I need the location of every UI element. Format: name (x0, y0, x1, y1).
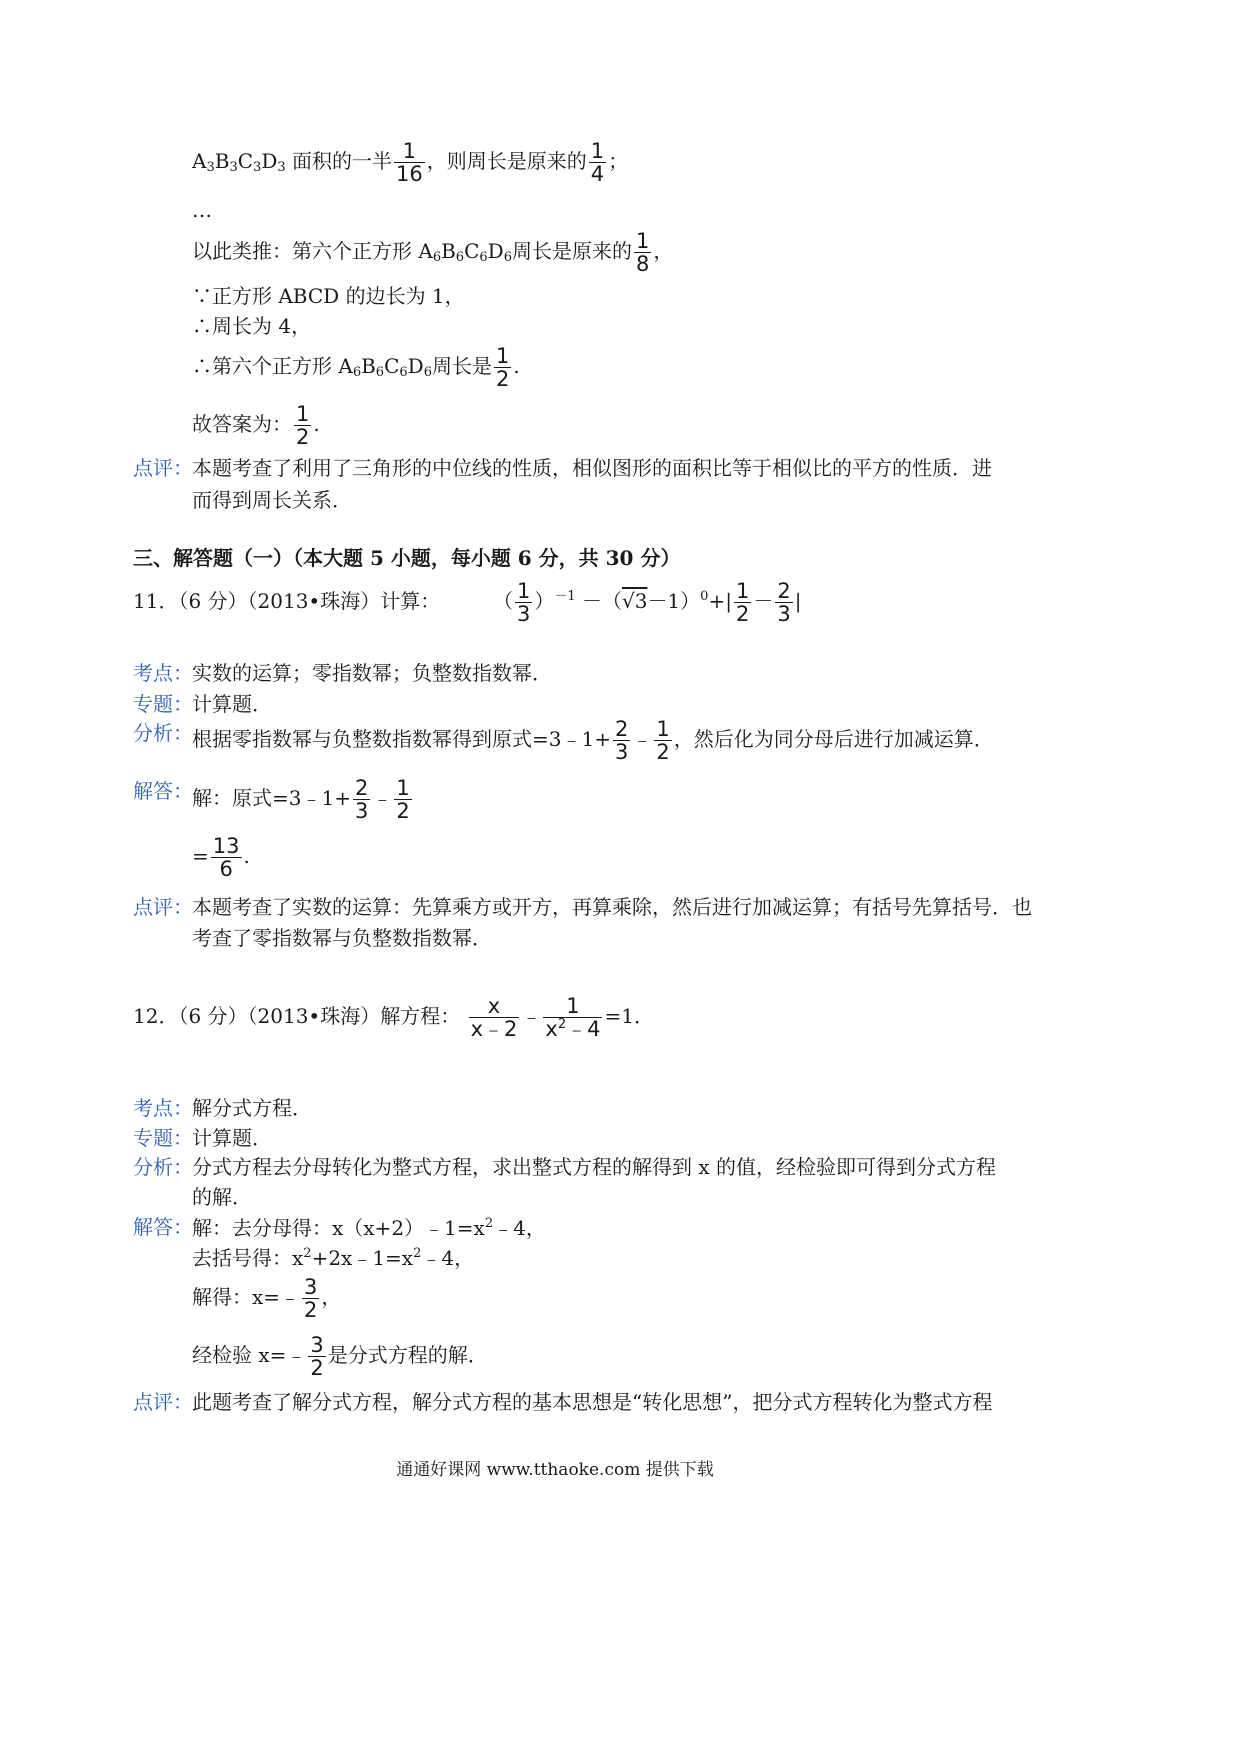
q12-dianping-label: 点评： (133, 1390, 193, 1414)
q12-jieda-3: 解得：x=﹣ $\frac{3}{2}$ ， (192, 1275, 342, 1323)
fraction: $\frac{1}{4}$ (590, 139, 605, 187)
q11-kaodian: 实数的运算；零指数幂；负整数指数幂． (192, 661, 552, 685)
q12-zhuanti: 计算题． (192, 1126, 272, 1150)
fraction: $\frac{1}{2}$ (496, 344, 510, 392)
q12-jieda-label: 解答： (133, 1215, 193, 1239)
fraction: $\frac{13}{6}$ (212, 834, 240, 882)
q12-zhuanti-label: 专题： (133, 1126, 193, 1150)
q12-jieda-4: 经检验 x=﹣ $\frac{3}{2}$ 是分式方程的解． (192, 1333, 488, 1381)
q12-kaodian-label: 考点： (133, 1096, 193, 1120)
q12-fenxi-1: 分式方程去分母转化为整式方程，求出整式方程的解得到 x 的值，经检验即可得到分式方程 (192, 1155, 996, 1179)
q12-stem: 12．（6 分）（2013•珠海）解方程： $\frac{x}{x﹣2}$ ﹣ $\frac{1}{x^2﹣4}$ =1． (133, 994, 654, 1042)
fraction: $\frac{1}{2}$ (396, 776, 410, 824)
q12-jieda-2: 去括号得：$x^2+2x﹣1=x^2﹣4$， (192, 1246, 475, 1270)
fraction: $\frac{1}{x^2﹣4}$ (545, 994, 601, 1042)
fraction: $\frac{1}{8}$ (636, 229, 650, 277)
q11-stem: 11．（6 分）（2013•珠海）计算： （ $\frac{1}{3}$ ）$^{-1} -(√3-1)^0+|$ $\frac{1}{2}$ － $\frac{2}{3}$ | (133, 579, 802, 627)
q12-fenxi-2: 的解． (192, 1185, 252, 1209)
q11-zhuanti-label: 专题： (133, 692, 193, 716)
cont-line-3: 以此类推：第六个正方形 $A_6B_6C_6D_6$周长是原来的 $\frac{1}{8}$ ， (192, 229, 674, 277)
fraction: $\frac{x}{x﹣2}$ (470, 994, 518, 1042)
fraction: $\frac{1}{2}$ (656, 717, 670, 765)
q11-dianping-1: 本题考查了实数的运算：先算乘方或开方，再算乘除，然后进行加减运算；有括号先算括号．也 (192, 895, 1032, 919)
cont-line-4: ∵正方形 ABCD 的边长为 1， (192, 284, 465, 308)
cont-line-5: ∴周长为 4， (192, 314, 312, 338)
comment-text-2: 而得到周长关系． (192, 488, 352, 512)
q11-jieda-label: 解答： (133, 779, 193, 803)
fraction: $\frac{2}{3}$ (354, 776, 369, 824)
q11-zhuanti: 计算题． (192, 692, 272, 716)
q11-fenxi-label: 分析： (133, 721, 193, 745)
page-footer: 通通好课网 www.tthaoke.com 提供下载 (396, 1460, 714, 1480)
cont-line-6: ∴第六个正方形 $A_6B_6C_6D_6$周长是 $\frac{1}{2}$ . (192, 344, 520, 392)
q12-fenxi-label: 分析： (133, 1155, 193, 1179)
fraction: $\frac{1}{3}$ (516, 579, 531, 627)
q11-jieda-1: 解：原式=3﹣1+ $\frac{2}{3}$ ﹣ $\frac{1}{2}$ (192, 776, 410, 824)
fraction: $\frac{1}{2}$ (735, 579, 750, 627)
fraction: $\frac{3}{2}$ (304, 1275, 318, 1323)
fraction: $\frac{2}{3}$ (614, 717, 629, 765)
comment-label: 点评： (133, 456, 193, 480)
ellipsis: … (192, 198, 212, 222)
q12-dianping-1: 此题考查了解分式方程，解分式方程的基本思想是“转化思想”，把分式方程转化为整式方程 (192, 1390, 993, 1414)
q11-fenxi: 根据零指数幂与负整数指数幂得到原式=3﹣1+ $\frac{2}{3}$ ﹣ $\frac{1}{2}$ ，然后化为同分母后进行加减运算． (192, 717, 994, 765)
cont-line-7: 故答案为： $\frac{1}{2}$ . (192, 402, 320, 450)
q12-jieda-1: 解：去分母得：$x(x+2)﹣1=x^2﹣4$， (192, 1216, 546, 1240)
fraction: $\frac{2}{3}$ (777, 579, 791, 627)
fraction: $\frac{1}{2}$ (296, 402, 310, 450)
comment-text-1: 本题考查了利用了三角形的中位线的性质，相似图形的面积比等于相似比的平方的性质．进 (192, 456, 992, 480)
section-title: 三、解答题（一）（本大题 5 小题，每小题 6 分，共 30 分） (133, 546, 681, 570)
cont-line-1: $A_3B_3C_3D_3$ 面积的一半 $\frac{1}{16}$ ，则周长是原来的 $\frac{1}{4}$ ； (192, 139, 629, 187)
q11-dianping-2: 考查了零指数幂与负整数指数幂． (192, 926, 492, 950)
q12-kaodian: 解分式方程． (192, 1096, 312, 1120)
fraction: $\frac{1}{16}$ (396, 139, 423, 187)
q11-kaodian-label: 考点： (133, 661, 193, 685)
q11-dianping-label: 点评： (133, 895, 193, 919)
q11-jieda-2: = $\frac{13}{6}$ . (192, 834, 250, 882)
fraction: $\frac{3}{2}$ (310, 1333, 324, 1381)
